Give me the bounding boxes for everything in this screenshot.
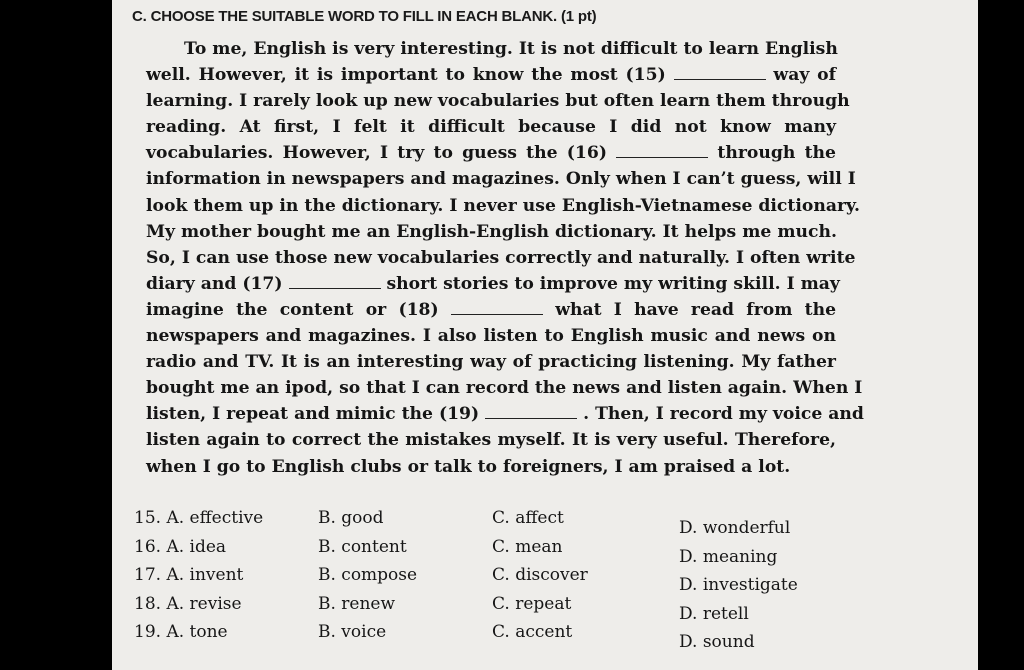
option-c[interactable]: C. mean	[492, 536, 563, 557]
option-a[interactable]: 19. A. tone	[134, 622, 228, 642]
passage-text: listen again to correct the mistakes myself. It is very useful. Therefore,	[146, 430, 836, 451]
option-a[interactable]: 16. A. idea	[134, 536, 227, 557]
passage-line	[146, 427, 836, 453]
option-d[interactable]: D. retell	[679, 603, 749, 624]
passage-line	[146, 375, 863, 401]
passage-line	[146, 401, 864, 427]
passage-text: vocabularies. However, I try to guess the (16)	[146, 143, 607, 164]
option-a[interactable]: 15. A. effective	[134, 508, 264, 528]
passage-text: My mother bought me an English-English dictionary. It helps me much.	[146, 221, 837, 242]
option-d[interactable]: D. sound	[679, 632, 755, 652]
passage-line	[146, 323, 836, 349]
option-c[interactable]: C. accent	[492, 622, 573, 642]
passage-text: radio and TV. It is an interesting way of practicing listening. My father	[146, 352, 836, 373]
passage-text: reading. At first, I felt it difficult because I did not know many	[146, 117, 836, 138]
passage-text: what I have read from the	[555, 299, 837, 320]
passage-text: learning. I rarely look up new vocabularies but often learn them through	[146, 91, 850, 112]
option-c[interactable]: C. affect	[492, 508, 564, 528]
question-row	[134, 622, 834, 651]
option-b[interactable]: B. renew	[318, 593, 396, 614]
passage-line	[146, 219, 836, 245]
question-row	[134, 508, 834, 537]
passage-line	[146, 454, 836, 480]
passage-text: bought me an ipod, so that I can record the news and listen again. When I	[146, 378, 863, 399]
passage-line	[146, 349, 836, 375]
passage-text: information in newspapers and magazines. Only when I can’t guess, will I	[146, 169, 856, 190]
fill-blank[interactable]	[485, 404, 577, 419]
passage-line	[146, 36, 836, 62]
passage-line	[146, 114, 836, 140]
fill-blank[interactable]	[289, 274, 381, 289]
option-b[interactable]: B. content	[318, 536, 407, 557]
option-a[interactable]: 18. A. revise	[134, 593, 242, 614]
fill-blank[interactable]	[616, 143, 708, 158]
option-d[interactable]: D. meaning	[679, 546, 778, 567]
passage-line	[146, 88, 850, 114]
option-c[interactable]: C. discover	[492, 565, 588, 585]
passage-line	[146, 62, 836, 88]
option-d[interactable]: D. wonderful	[679, 518, 791, 538]
passage-text: look them up in the dictionary. I never use English-Vietnamese dictionary.	[146, 195, 861, 216]
question-row	[134, 565, 834, 594]
reading-passage	[146, 36, 864, 480]
fill-blank[interactable]	[451, 300, 543, 315]
passage-text: So, I can use those new vocabularies correctly and naturally. I often write	[146, 247, 856, 268]
worksheet-page	[112, 0, 978, 670]
passage-text: when I go to English clubs or talk to foreigners, I am praised a lot.	[146, 456, 791, 477]
passage-text: short stories to improve my writing skill. I may	[386, 273, 840, 294]
option-b[interactable]: B. good	[318, 508, 384, 528]
passage-line	[146, 193, 861, 219]
section-heading: C. CHOOSE THE SUITABLE WORD TO FILL IN EACH BLANK. (1 pt)	[132, 8, 597, 25]
option-b[interactable]: B. compose	[318, 565, 418, 585]
passage-text: newspapers and magazines. I also listen to English music and news on	[146, 326, 836, 347]
passage-line	[146, 297, 836, 323]
passage-text: way of	[773, 65, 837, 86]
passage-text: diary and (17)	[146, 273, 283, 294]
question-row	[134, 537, 834, 566]
passage-line	[146, 166, 856, 192]
question-row	[134, 594, 834, 623]
passage-text: . Then, I record my voice and	[583, 404, 864, 425]
fill-blank[interactable]	[674, 65, 766, 80]
option-a[interactable]: 17. A. invent	[134, 565, 244, 585]
option-b[interactable]: B. voice	[318, 622, 387, 642]
answer-options	[134, 508, 834, 651]
option-c[interactable]: C. repeat	[492, 593, 572, 614]
passage-text: listen, I repeat and mimic the (19)	[146, 404, 480, 425]
passage-text: well. However, it is important to know the most (15)	[146, 65, 666, 86]
passage-text: through the	[717, 143, 836, 164]
option-d[interactable]: D. investigate	[679, 575, 798, 595]
passage-line	[146, 245, 856, 271]
passage-text: To me, English is very interesting. It is not difficult to learn English	[184, 39, 838, 59]
passage-line	[146, 140, 836, 166]
passage-text: imagine the content or (18)	[146, 299, 439, 320]
passage-line	[146, 271, 840, 297]
